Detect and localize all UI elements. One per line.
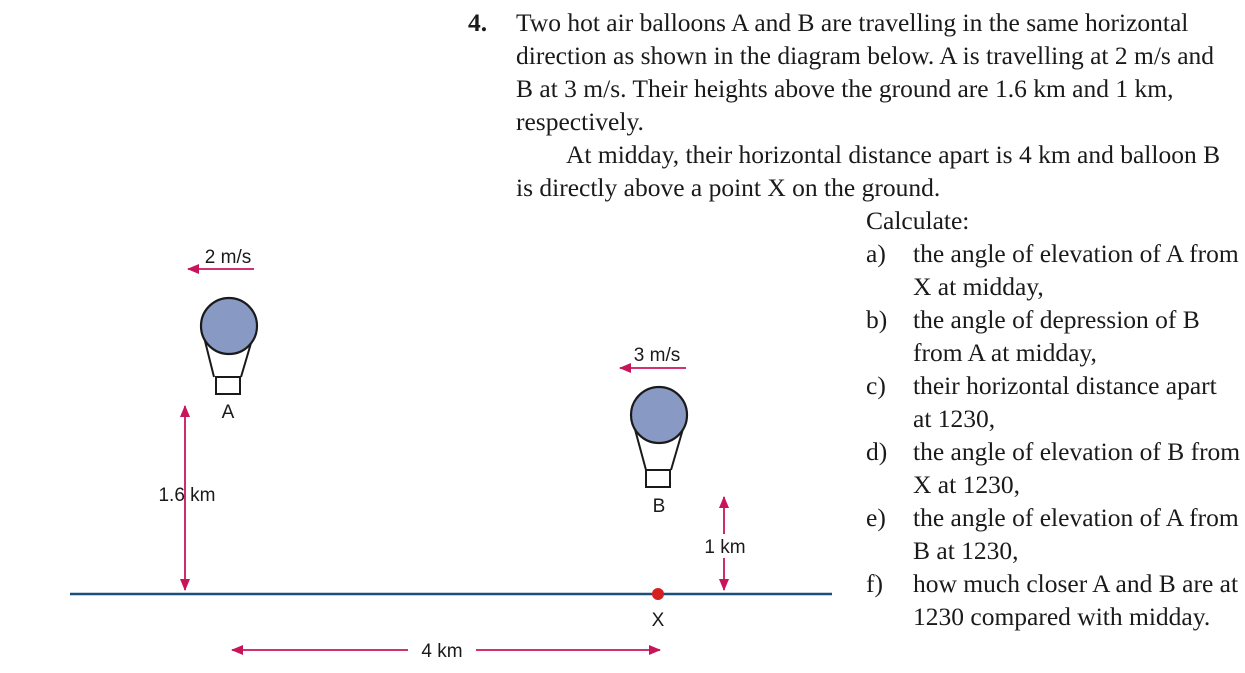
height-b-label: 1 km xyxy=(704,537,746,558)
part-label: b) xyxy=(866,305,888,334)
balloon-a-envelope xyxy=(201,298,257,354)
part-text: their horizontal distance apart at 1230, xyxy=(913,371,1217,433)
part-text: the angle of elevation of B from X at 1230, xyxy=(913,437,1241,499)
part-label: c) xyxy=(866,371,886,400)
balloon-a xyxy=(201,298,257,423)
balloon-b-envelope xyxy=(631,387,687,443)
part-label: a) xyxy=(866,239,886,268)
part-label: f) xyxy=(866,569,883,598)
point-x-label: X xyxy=(651,610,665,631)
distance-label: 4 km xyxy=(421,641,463,662)
part-text: the angle of elevation of A from B at 1230, xyxy=(913,503,1239,565)
part-text: the angle of elevation of A from X at midday, xyxy=(913,239,1239,301)
balloon-b xyxy=(631,387,687,517)
balloon-b-basket xyxy=(646,470,670,487)
speed-b-label: 3 m/s xyxy=(633,345,681,366)
speed-a-label: 2 m/s xyxy=(204,247,252,268)
part-label: e) xyxy=(866,503,886,532)
balloon-b-label: B xyxy=(652,496,666,517)
part-label: d) xyxy=(866,437,888,466)
question-paragraph-1: Two hot air balloons A and B are travelling in the same horizontal direction as shown in the diagram below. A is travelling at 2 m/s and B at 3 m/s. Their heights above the ground are 1.6 km and 1 km, respectively. xyxy=(516,8,1215,136)
height-a-label: 1.6 km xyxy=(158,485,216,506)
part-text: how much closer A and B are at 1230 compared with midday. xyxy=(913,569,1239,631)
part-text: the angle of depression of B from A at midday, xyxy=(913,305,1200,367)
question-paragraph-2: At midday, their horizontal distance apart is 4 km and balloon B is directly above a point X on the ground. xyxy=(516,140,1221,202)
calculate-label: Calculate: xyxy=(866,206,970,235)
point-x-marker xyxy=(652,588,664,600)
question-number: 4. xyxy=(468,8,488,37)
balloon-a-basket xyxy=(216,377,240,394)
balloon-a-label: A xyxy=(221,402,235,423)
